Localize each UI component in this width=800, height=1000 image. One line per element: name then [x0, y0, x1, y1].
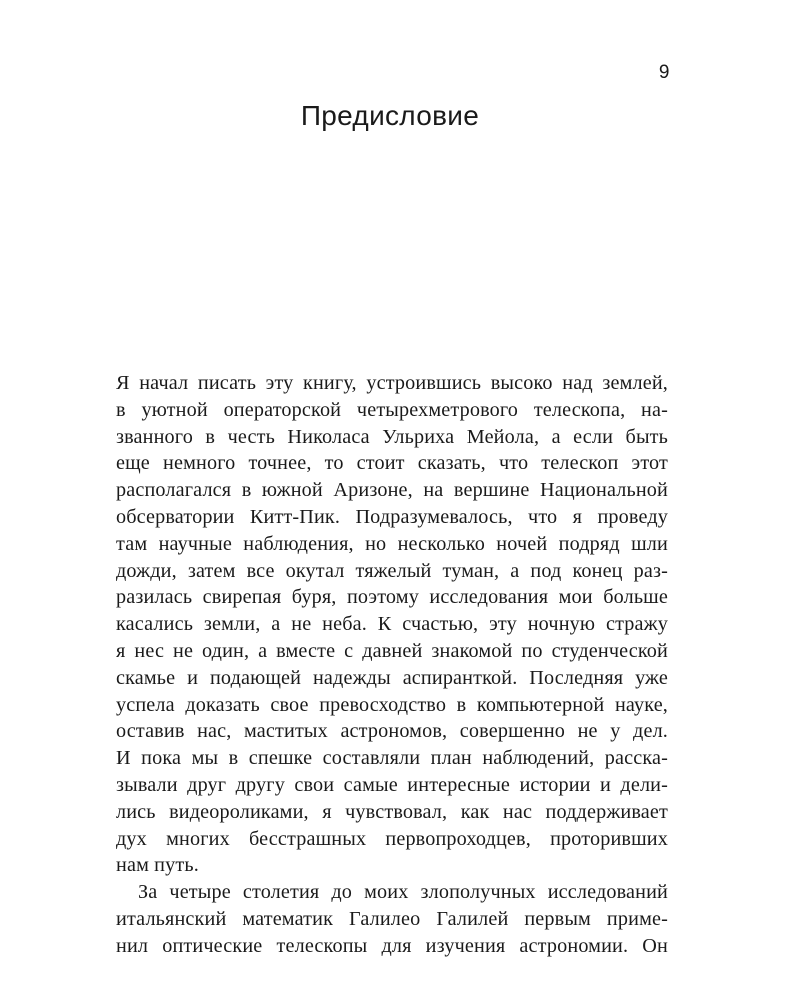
text-line: дожди, затем все окутал тяжелый туман, а под конец раз-: [116, 559, 668, 582]
text-line: еще немного точнее, то стоит сказать, что телескоп этот: [116, 452, 668, 475]
text-line: там научные наблюдения, но несколько ночей подряд шли: [116, 532, 668, 555]
text-line: дух многих бесстрашных первопроходцев, проторивших: [116, 827, 668, 850]
text-line: обсерватории Китт-Пик. Подразумевалось, что я проведу: [116, 505, 668, 528]
text-line: располагался в южной Аризоне, на вершине Национальной: [116, 479, 668, 502]
text-line: итальянский математик Галилео Галилей первым приме-: [116, 907, 668, 930]
text-line: касались земли, а не неба. К счастью, эту ночную стражу: [116, 613, 668, 636]
text-line: оставив нас, маститых астрономов, совершенно не у дел.: [116, 720, 668, 743]
text-line: зывали друг другу свои самые интересные истории и дели-: [116, 773, 668, 796]
text-line: разилась свирепая буря, поэтому исследования мои больше: [116, 586, 668, 609]
text-line: И пока мы в спешке составляли план наблюдений, расска-: [116, 747, 668, 770]
text-line: я нес не один, а вместе с давней знакомой по студенческой: [116, 639, 668, 662]
text-line: нил оптические телескопы для изучения астрономии. Он: [116, 934, 668, 957]
text-line: званного в честь Николаса Ульриха Мейола, а если быть: [116, 425, 668, 448]
paragraph: [116, 370, 668, 879]
text-line: скамье и подающей надежды аспиранткой. Последняя уже: [116, 666, 668, 689]
text-line: в уютной операторской четырехметрового телескопа, на-: [116, 398, 668, 421]
text-line: За четыре столетия до моих злополучных исследований: [138, 881, 668, 904]
text-line: лись видеороликами, я чувствовал, как нас поддерживает: [116, 800, 668, 823]
text-line: нам путь.: [116, 854, 199, 877]
paragraph: [116, 879, 668, 959]
text-line: Я начал писать эту книгу, устроившись высоко над землей,: [116, 372, 668, 394]
page-number: 9: [658, 62, 670, 83]
chapter-title: Предисловие: [300, 100, 480, 131]
text-line: успела доказать свое превосходство в компьютерной науке,: [116, 693, 668, 716]
body-text: [116, 370, 668, 960]
